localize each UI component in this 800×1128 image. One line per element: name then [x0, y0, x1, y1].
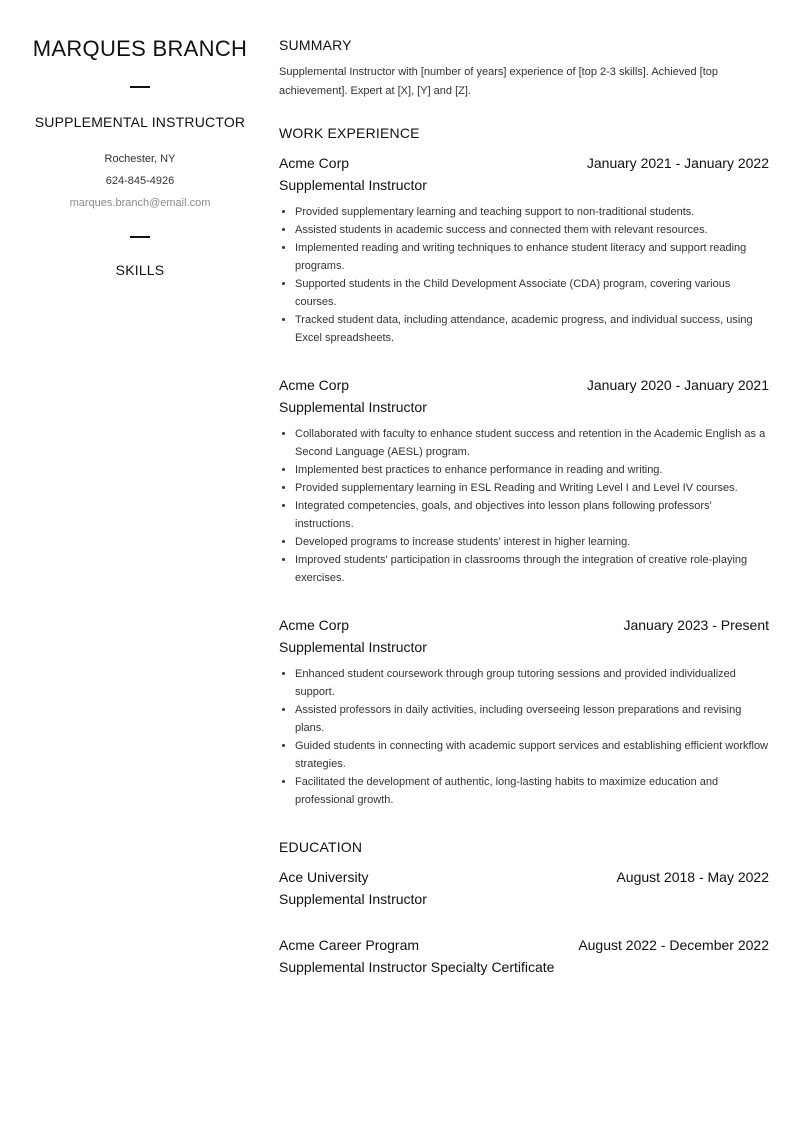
work-bullet: • Guided students in connecting with academic support services and establishing efficient workflow strategies.	[295, 737, 769, 773]
work-bullet: • Improved students' participation in classrooms through the integration of creative role-playing exercises.	[295, 551, 769, 587]
education-school: Acme Career Program	[279, 937, 420, 953]
skills-heading: SKILLS	[115, 262, 165, 278]
summary-heading: SUMMARY	[279, 37, 352, 53]
work-dates: January 2020 - January 2021	[586, 377, 769, 393]
work-entry	[279, 617, 769, 809]
work-company: Acme Corp	[279, 155, 350, 171]
work-entry	[279, 377, 769, 587]
work-role: Supplemental Instructor	[279, 177, 427, 193]
education-entry-header	[279, 869, 769, 885]
education-entry	[279, 869, 769, 907]
work-bullet: • Facilitated the development of authentic, long-lasting habits to maximize education and professional growth.	[295, 773, 769, 809]
contact-info	[20, 148, 260, 214]
education-entry-header	[279, 937, 769, 953]
work-bullet: • Tracked student data, including attendance, academic progress, and individual success, using Excel spreadsheets.	[295, 311, 769, 347]
contact-email[interactable]: marques.branch@email.com	[69, 197, 211, 209]
contact-divider	[130, 236, 150, 238]
work-bullet: • Implemented reading and writing techniques to enhance student literacy and support reading programs.	[295, 239, 769, 275]
contact-location: Rochester, NY	[104, 153, 176, 165]
work-bullet: • Supported students in the Child Development Associate (CDA) program, covering various courses.	[295, 275, 769, 311]
education-dates: August 2022 - December 2022	[578, 937, 769, 953]
left-column	[20, 0, 260, 278]
work-bullet: • Integrated competencies, goals, and objectives into lesson plans following professors' instructions.	[295, 497, 769, 533]
education-heading: EDUCATION	[279, 839, 363, 855]
education-degree: Supplemental Instructor Specialty Certificate	[279, 959, 555, 975]
work-bullets	[279, 425, 769, 587]
work-entry-header	[279, 155, 769, 171]
education-degree: Supplemental Instructor	[279, 891, 427, 907]
candidate-name: MARQUES BRANCH	[32, 36, 248, 61]
work-role: Supplemental Instructor	[279, 399, 427, 415]
work-entry	[279, 155, 769, 347]
contact-phone: 624-845-4926	[105, 175, 175, 187]
education-entry	[279, 937, 769, 975]
candidate-title: SUPPLEMENTAL INSTRUCTOR	[34, 114, 246, 130]
summary-text: Supplemental Instructor with [number of years] experience of [top 2-3 skills]. Achieved [top achievement]. Expert at [X], [Y] and [Z].	[279, 66, 719, 97]
name-divider	[130, 86, 150, 88]
work-bullet: • Developed programs to increase students' interest in higher learning.	[295, 533, 769, 551]
work-dates: January 2023 - Present	[623, 617, 769, 633]
work-entry-header	[279, 377, 769, 393]
work-bullet: • Provided supplementary learning and teaching support to non-traditional students.	[295, 203, 769, 221]
right-column	[279, 0, 769, 975]
work-bullet: • Assisted professors in daily activities, including overseeing lesson preparations and revising plans.	[295, 701, 769, 737]
work-experience-heading: WORK EXPERIENCE	[279, 125, 420, 141]
work-entry-header	[279, 617, 769, 633]
work-dates: January 2021 - January 2022	[586, 155, 769, 171]
work-company: Acme Corp	[279, 617, 350, 633]
education-school: Ace University	[279, 869, 369, 885]
education-dates: August 2018 - May 2022	[616, 869, 769, 885]
work-bullets	[279, 665, 769, 809]
work-company: Acme Corp	[279, 377, 350, 393]
work-bullet: • Implemented best practices to enhance performance in reading and writing.	[295, 461, 769, 479]
work-bullets	[279, 203, 769, 347]
work-role: Supplemental Instructor	[279, 639, 427, 655]
work-bullet: • Assisted students in academic success and connected them with relevant resources.	[295, 221, 769, 239]
work-bullet: • Enhanced student coursework through group tutoring sessions and provided individualized support.	[295, 665, 769, 701]
work-bullet: • Provided supplementary learning in ESL Reading and Writing Level I and Level IV courses.	[295, 479, 769, 497]
work-bullet: • Collaborated with faculty to enhance student success and retention in the Academic English as a Second Language (AESL) program.	[295, 425, 769, 461]
